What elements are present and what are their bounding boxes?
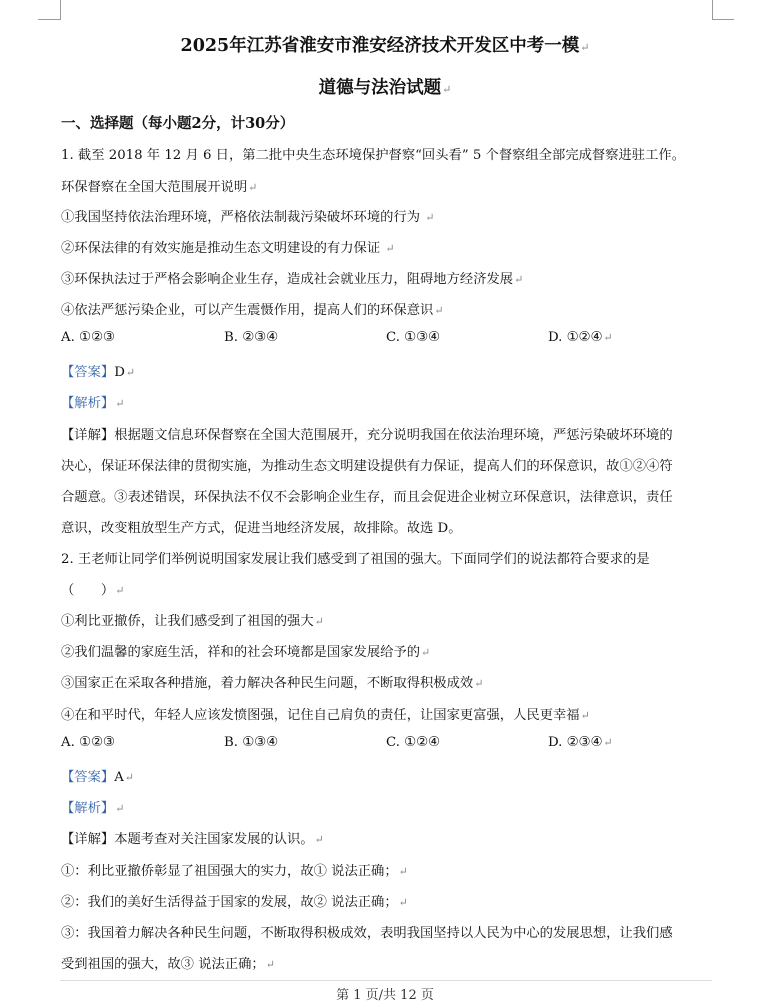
q2-answer: 【答案】A↵: [61, 770, 135, 785]
q2-stem: （ ）↵: [61, 583, 125, 598]
crop-mark-right: [712, 19, 734, 20]
q1-option-a: A. ①②③: [61, 330, 115, 345]
q2-option-c: C. ①②④: [386, 735, 440, 750]
q2-option-d: D. ②③④↵: [548, 735, 613, 750]
q1-detail: 意识，改变粗放型生产方式，促进当地经济发展，故排除。故选 D。: [61, 521, 462, 536]
q2-item: ②我们温馨的家庭生活，祥和的社会环境都是国家发展给予的↵: [61, 645, 431, 660]
doc-subtitle: 道德与法治试题↵: [318, 78, 452, 98]
page-number: 第 1 页/共 12 页: [336, 988, 434, 1003]
q2-detail: ③：我国着力解决各种民生问题，不断取得积极成效，表明我国坚持以人民为中心的发展思想，让我们感: [61, 926, 673, 941]
crop-mark-left: [60, 0, 61, 20]
doc-title: 2025年江苏省淮安市淮安经济技术开发区中考一模↵: [180, 36, 590, 56]
q2-option-b: B. ①③④: [224, 735, 278, 750]
q1-option-b: B. ②③④: [224, 330, 278, 345]
q2-detail: 受到祖国的强大，故③ 说法正确；↵: [61, 957, 275, 972]
section-heading: 一、选择题（每小题2分，计30分）: [61, 115, 295, 132]
q2-item: ①利比亚撤侨，让我们感受到了祖国的强大↵: [61, 614, 324, 629]
q2-detail: 【详解】本题考查对关注国家发展的认识。↵: [61, 832, 324, 847]
q1-option-d: D. ①②④↵: [548, 330, 613, 345]
paragraph-mark: ↵: [580, 41, 590, 54]
q1-stem: 1. 截至 2018 年 12 月 6 日，第二批中央生态环境保护督察“回头看” 5 个督察组全部完成督察进驻工作。: [61, 148, 685, 163]
q1-item: ②环保法律的有效实施是推动生态文明建设的有力保证 ↵: [61, 241, 395, 256]
paragraph-mark: ↵: [442, 83, 452, 96]
q1-item: ③环保执法过于严格会影响企业生存，造成社会就业压力，阻碍地方经济发展↵: [61, 272, 524, 287]
q2-analysis: 【解析】↵: [61, 801, 125, 816]
q2-option-a: A. ①②③: [61, 735, 115, 750]
q2-detail: ①：利比亚撤侨彰显了祖国强大的实力，故① 说法正确；↵: [61, 864, 408, 879]
q1-analysis: 【解析】↵: [61, 396, 125, 411]
q1-stem: 环保督察在全国大范围展开说明↵: [61, 180, 258, 195]
q1-detail: 【详解】根据题文信息环保督察在全国大范围展开，充分说明我国在依法治理环境，严惩污染破坏环境的: [61, 428, 673, 443]
q2-stem: 2. 王老师让同学们举例说明国家发展让我们感受到了祖国的强大。下面同学们的说法都符合要求的是: [61, 552, 650, 567]
q1-answer: 【答案】D↵: [61, 365, 136, 380]
q1-detail: 决心，保证环保法律的贯彻实施，为推动生态文明建设提供有力保证，提高人们的环保意识，故①②④符: [61, 459, 673, 474]
footer-divider: [60, 980, 712, 981]
crop-mark-left: [38, 19, 60, 20]
q1-item: ①我国坚持依法治理环境，严格依法制裁污染破坏环境的行为 ↵: [61, 210, 435, 225]
q2-item: ③国家正在采取各种措施，着力解决各种民生问题，不断取得积极成效↵: [61, 676, 484, 691]
q2-item: ④在和平时代，年轻人应该发愤图强，记住自己肩负的责任，让国家更富强，人民更幸福↵: [61, 708, 590, 723]
q1-detail: 合题意。③表述错误，环保执法不仅不会影响企业生存，而且会促进企业树立环保意识，法律意识，责任: [61, 490, 673, 505]
crop-mark-right: [712, 0, 713, 20]
q2-detail: ②：我们的美好生活得益于国家的发展，故② 说法正确；↵: [61, 895, 408, 910]
q1-item: ④依法严惩污染企业，可以产生震慑作用，提高人们的环保意识↵: [61, 303, 444, 318]
q1-option-c: C. ①③④: [386, 330, 440, 345]
